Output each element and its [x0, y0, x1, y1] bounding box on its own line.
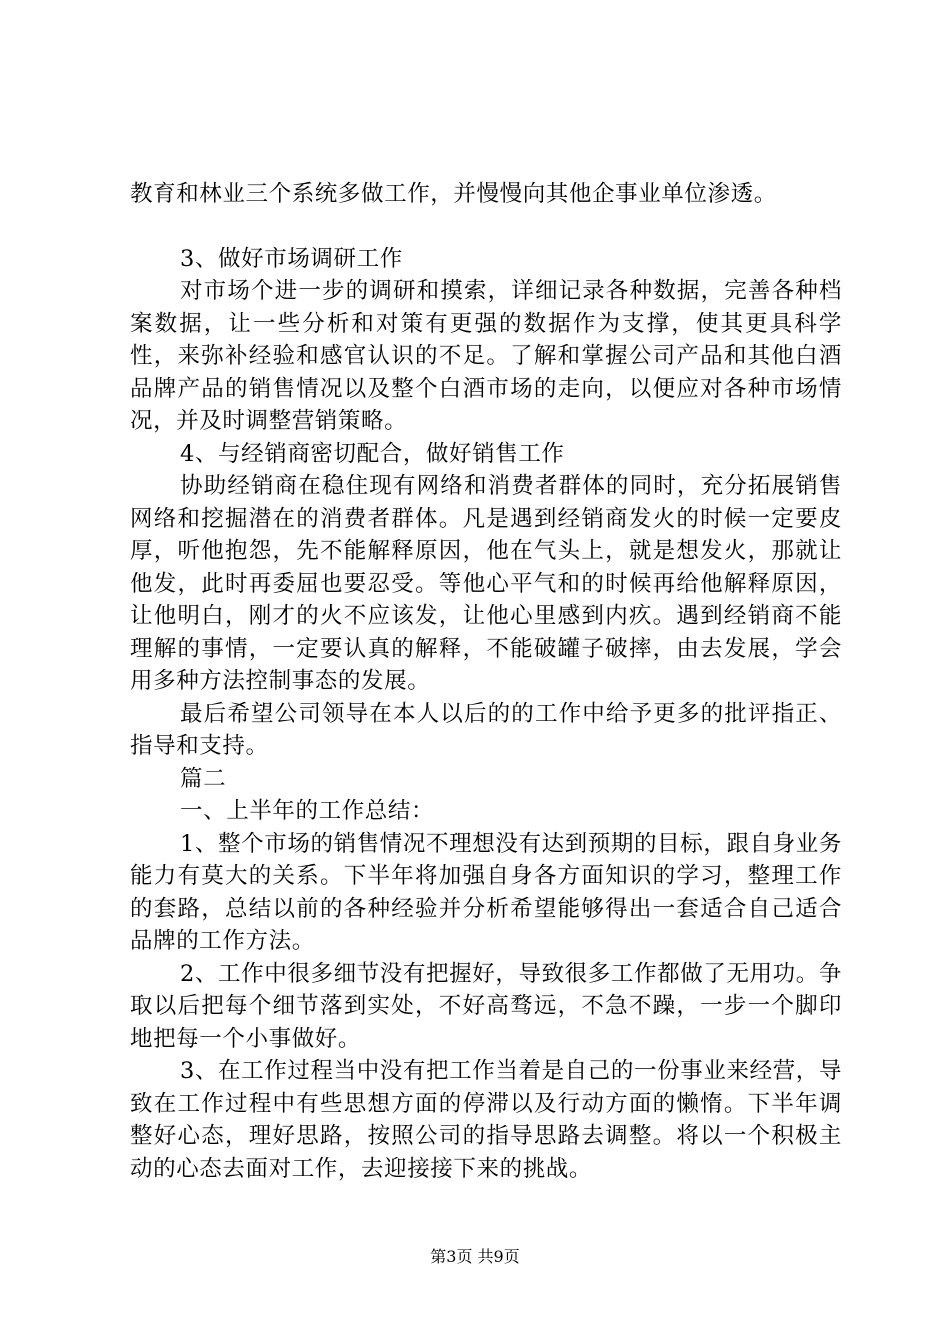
paragraph-dealer-cooperation: 协助经销商在稳住现有网络和消费者群体的同时，充分拓展销售网络和挖掘潜在的消费者群体。凡是遇到经销商发火的时候一定要皮厚，听他抱怨，先不能解释原因，他在气头上，就是想发火，那就让他发，此时再委屈也要忍受。等他心平气和的时候再给他解释原因，让他明白，刚才的火不应该发，让他心里感到内疚。遇到经销商不能理解的事情，一定要认真的解释，不能破罐子破摔，由去发展，学会用多种方法控制事态的发展。 [130, 473, 842, 694]
paragraph-summary-item-3: 3、在工作过程当中没有把工作当着是自己的一份事业来经营，导致在工作过程中有些思想方面的停滞以及行动方面的懒惰。下半年调整好心态，理好思路，按照公司的指导思路去调整。将以一个积极主动的心态去面对工作，去迎接接下来的挑战。 [130, 1058, 842, 1182]
paragraph-continuation: 教育和林业三个系统多做工作，并慢慢向其他企事业单位渗透。 [130, 181, 777, 207]
paragraph-spacer [130, 211, 842, 243]
section-heading-part-two: 篇二 [180, 765, 227, 792]
section-heading-dealer-cooperation: 4、与经销商密切配合，做好销售工作 [180, 440, 565, 467]
page-number-footer: 第3页 共9页 [430, 1247, 520, 1266]
section-heading-half-year-summary: 一、上半年的工作总结： [180, 798, 435, 824]
document-body [130, 178, 842, 1185]
section-heading-market-research: 3、做好市场调研工作 [180, 245, 403, 272]
paragraph-summary-item-1: 1、整个市场的销售情况不理想没有达到预期的目标，跟自身业务能力有莫大的关系。下半年将加强自身各方面知识的学习，整理工作的套路，总结以前的各种经验并分析希望能够得出一套适合自己适合品牌的工作方法。 [130, 830, 842, 954]
paragraph-market-research: 对市场个进一步的调研和摸索，详细记录各种数据，完善各种档案数据，让一些分析和对策有更强的数据作为支撑，使其更具科学性，来弥补经验和感官认识的不足。了解和掌握公司产品和其他白酒品牌产品的销售情况以及整个白酒市场的走向，以便应对各种市场情况，并及时调整营销策略。 [130, 278, 842, 434]
paragraph-summary-item-2: 2、工作中很多细节没有把握好，导致很多工作都做了无用功。争取以后把每个细节落到实处，不好高骛远，不急不躁，一步一个脚印地把每一个小事做好。 [130, 960, 842, 1052]
paragraph-closing-wish: 最后希望公司领导在本人以后的的工作中给予更多的批评指正、指导和支持。 [130, 700, 842, 759]
